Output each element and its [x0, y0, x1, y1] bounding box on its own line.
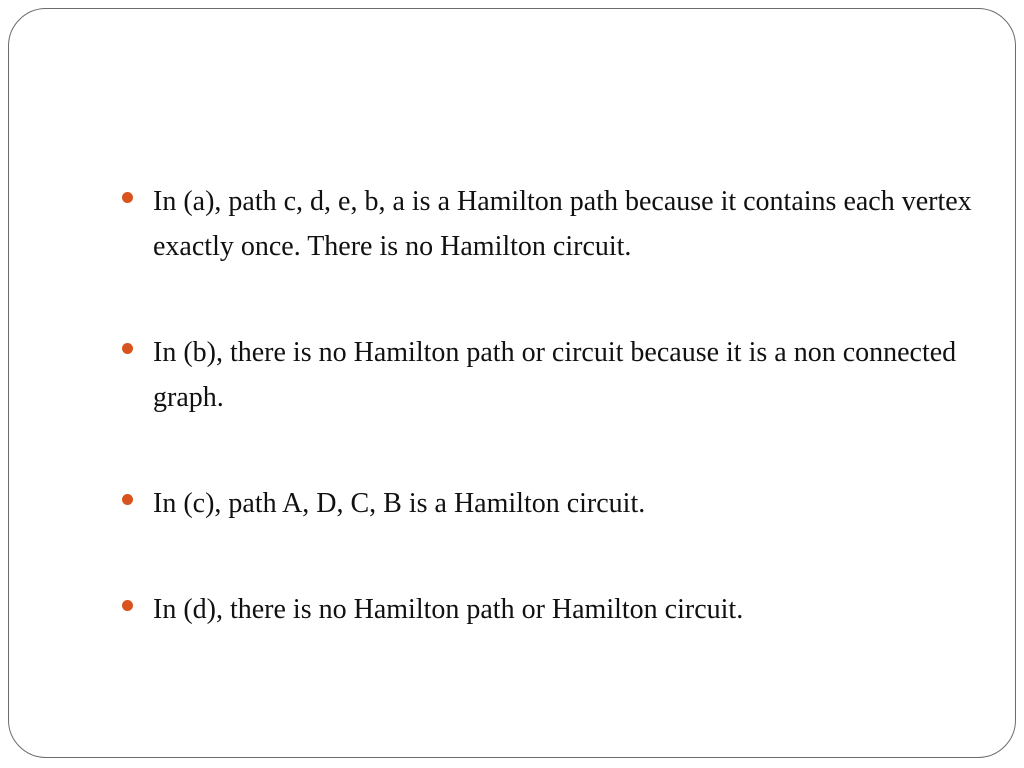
- bullet-text: In (c), path A, D, C, B is a Hamilton circuit.: [153, 488, 646, 519]
- bullet-dot-icon: [122, 600, 133, 611]
- bullet-list: [119, 179, 979, 632]
- slide-frame: [8, 8, 1016, 758]
- bullet-item: [119, 330, 979, 420]
- bullet-item: [119, 481, 979, 526]
- bullet-item: [119, 179, 979, 269]
- bullet-text: In (a), path c, d, e, b, a is a Hamilton path because it contains each vertex exactly once. There is no Hamilton circuit.: [153, 186, 972, 262]
- bullet-dot-icon: [122, 192, 133, 203]
- bullet-item: [119, 587, 979, 632]
- bullet-text: In (d), there is no Hamilton path or Hamilton circuit.: [153, 594, 744, 625]
- bullet-dot-icon: [122, 494, 133, 505]
- bullet-text: In (b), there is no Hamilton path or circuit because it is a non connected graph.: [153, 337, 957, 413]
- bullet-dot-icon: [122, 343, 133, 354]
